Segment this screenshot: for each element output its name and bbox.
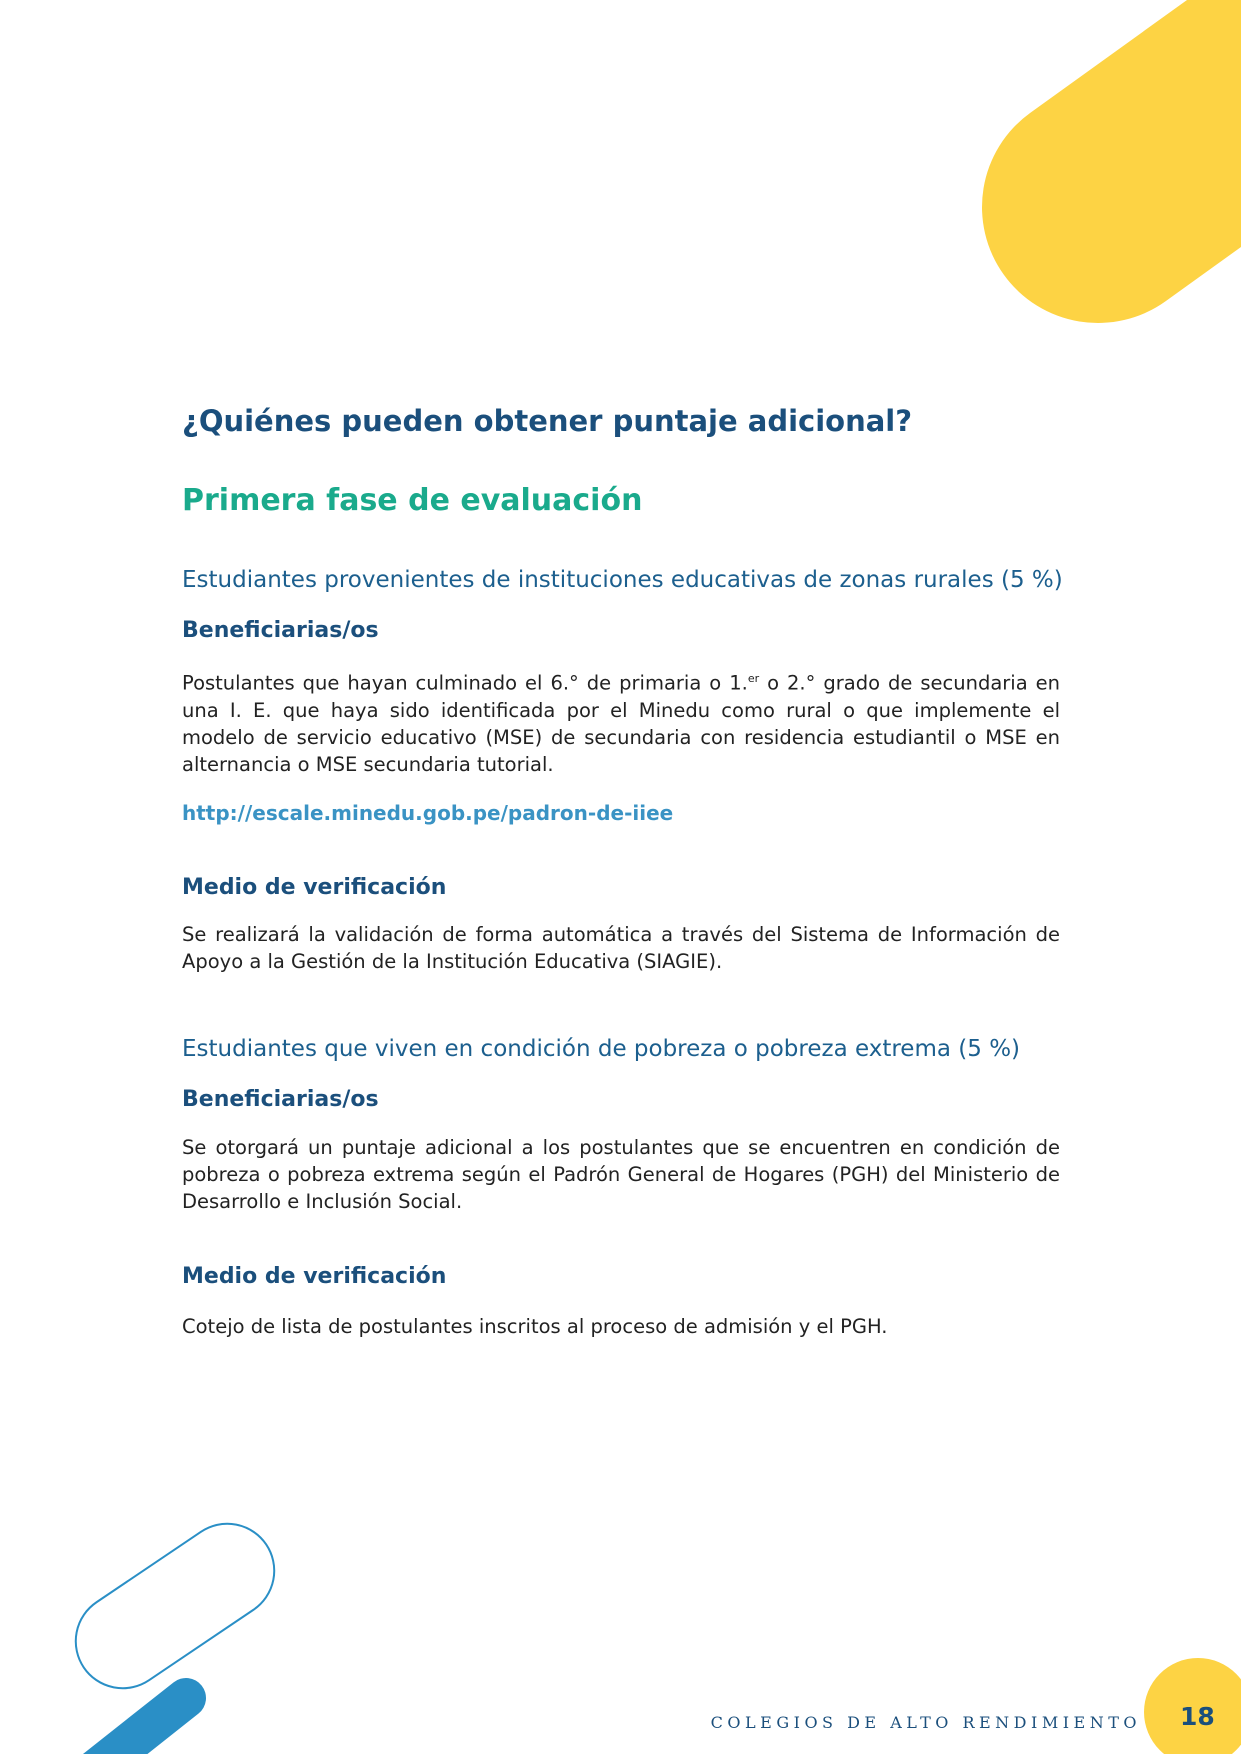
padron-iiee-link[interactable]: http://escale.minedu.gob.pe/padron-de-iiee [182, 801, 674, 825]
outline-pill-bottom-left [58, 1506, 293, 1707]
page-number: 18 [1180, 1702, 1215, 1731]
beneficiaries-text-rural: Postulantes que hayan culminado el 6.° de primaria o 1.$^{er}$ o 2.° grado de secundaria en una I. E. que haya sido identificada por el Minedu como rural o que implemente el modelo de servicio educativo (MSE) de secundaria con residencia estudiantil o MSE en alternancia o MSE secundaria tutorial. [182, 671, 1061, 776]
beneficiaries-heading-rural: Beneficiarias/os [182, 618, 379, 643]
verification-text-poverty: Cotejo de lista de postulantes inscritos al proceso de admisión y el PGH. [182, 1315, 888, 1338]
verification-heading-poverty: Medio de verificación [182, 1264, 447, 1289]
beneficiaries-text-poverty: Se otorgará un puntaje adicional a los postulantes que se encuentren en condición de pobreza o pobreza extrema según el Padrón General de Hogares (PGH) del Ministerio de Desarrollo e Inclusión Social. [182, 1136, 1060, 1213]
blue-stroke-bottom-left [95, 1698, 186, 1754]
criterion-title-poverty: Estudiantes que viven en condición de pobreza o pobreza extrema (5 %) [182, 1036, 1021, 1062]
footer-label: COLEGIOS DE ALTO RENDIMIENTO [710, 1713, 1141, 1732]
verification-text-rural: Se realizará la validación de forma automática a través del Sistema de Información de Apoyo a la Gestión de la Institución Educativa (SIAGIE). [182, 923, 1060, 973]
verification-heading-rural: Medio de verificación [182, 875, 447, 900]
criterion-title-rural: Estudiantes provenientes de instituciones educativas de zonas rurales (5 %) [182, 567, 1063, 593]
yellow-pill-top-right [1098, 40, 1241, 207]
phase-title: Primera fase de evaluación [182, 483, 643, 518]
page-title: ¿Quiénes pueden obtener puntaje adicional? [182, 404, 913, 438]
beneficiaries-heading-poverty: Beneficiarias/os [182, 1087, 379, 1112]
